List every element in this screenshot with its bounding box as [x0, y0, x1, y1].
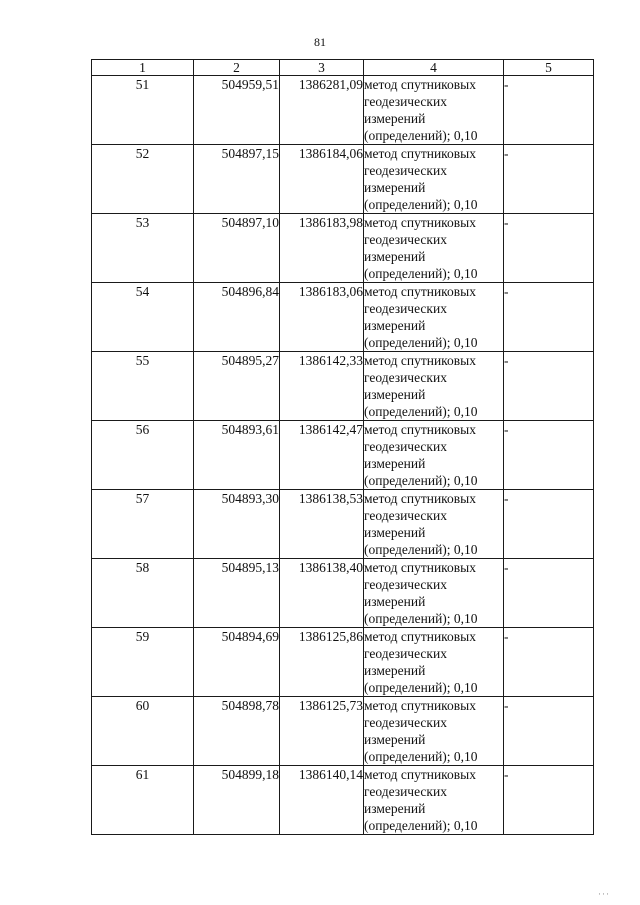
coordinate-x: 504894,69	[194, 628, 280, 697]
header-cell-1: 1	[92, 60, 194, 76]
method-accuracy: метод спутниковых геодезических измерений (определений); 0,10	[364, 490, 504, 559]
header-cell-3: 3	[280, 60, 364, 76]
note: -	[504, 352, 594, 421]
coordinate-y: 1386183,06	[280, 283, 364, 352]
coordinate-y: 1386125,86	[280, 628, 364, 697]
table-row	[92, 559, 594, 628]
coordinate-y: 1386138,40	[280, 559, 364, 628]
coordinate-x: 504896,84	[194, 283, 280, 352]
method-accuracy: метод спутниковых геодезических измерений (определений); 0,10	[364, 352, 504, 421]
point-number: 61	[92, 766, 194, 835]
note: -	[504, 559, 594, 628]
header-cell-5: 5	[504, 60, 594, 76]
method-accuracy: метод спутниковых геодезических измерений (определений); 0,10	[364, 421, 504, 490]
table-row	[92, 697, 594, 766]
method-accuracy: метод спутниковых геодезических измерений (определений); 0,10	[364, 145, 504, 214]
coordinate-y: 1386138,53	[280, 490, 364, 559]
point-number: 57	[92, 490, 194, 559]
coordinate-y: 1386184,06	[280, 145, 364, 214]
table-row	[92, 145, 594, 214]
note: -	[504, 145, 594, 214]
point-number: 56	[92, 421, 194, 490]
note: -	[504, 697, 594, 766]
table-row	[92, 283, 594, 352]
coordinates-table	[91, 59, 594, 835]
table-header	[92, 60, 594, 76]
note: -	[504, 628, 594, 697]
point-number: 51	[92, 76, 194, 145]
header-row	[92, 60, 594, 76]
table-row	[92, 214, 594, 283]
point-number: 52	[92, 145, 194, 214]
coordinate-x: 504895,27	[194, 352, 280, 421]
coordinate-x: 504898,78	[194, 697, 280, 766]
coordinate-y: 1386140,14	[280, 766, 364, 835]
point-number: 53	[92, 214, 194, 283]
coordinate-x: 504897,10	[194, 214, 280, 283]
point-number: 54	[92, 283, 194, 352]
note: -	[504, 214, 594, 283]
coordinate-x: 504895,13	[194, 559, 280, 628]
table-row	[92, 766, 594, 835]
coordinate-x: 504897,15	[194, 145, 280, 214]
coordinate-x: 504899,18	[194, 766, 280, 835]
table-row	[92, 352, 594, 421]
coordinate-x: 504893,61	[194, 421, 280, 490]
method-accuracy: метод спутниковых геодезических измерений (определений); 0,10	[364, 697, 504, 766]
coordinate-y: 1386142,47	[280, 421, 364, 490]
point-number: 55	[92, 352, 194, 421]
note: -	[504, 76, 594, 145]
method-accuracy: метод спутниковых геодезических измерений (определений); 0,10	[364, 628, 504, 697]
note: -	[504, 283, 594, 352]
coordinate-x: 504959,51	[194, 76, 280, 145]
table-row	[92, 76, 594, 145]
note: -	[504, 490, 594, 559]
note: -	[504, 766, 594, 835]
coordinate-y: 1386281,09	[280, 76, 364, 145]
coordinate-y: 1386183,98	[280, 214, 364, 283]
method-accuracy: метод спутниковых геодезических измерений (определений); 0,10	[364, 214, 504, 283]
coordinate-y: 1386125,73	[280, 697, 364, 766]
coordinate-x: 504893,30	[194, 490, 280, 559]
table-row	[92, 490, 594, 559]
method-accuracy: метод спутниковых геодезических измерений (определений); 0,10	[364, 766, 504, 835]
scan-artifact: ···	[598, 889, 610, 899]
table-body	[92, 76, 594, 835]
page-number: 81	[314, 35, 326, 49]
method-accuracy: метод спутниковых геодезических измерений (определений); 0,10	[364, 559, 504, 628]
method-accuracy: метод спутниковых геодезических измерений (определений); 0,10	[364, 283, 504, 352]
coordinate-y: 1386142,33	[280, 352, 364, 421]
point-number: 59	[92, 628, 194, 697]
header-cell-4: 4	[364, 60, 504, 76]
point-number: 58	[92, 559, 194, 628]
note: -	[504, 421, 594, 490]
point-number: 60	[92, 697, 194, 766]
table-row	[92, 421, 594, 490]
table-row	[92, 628, 594, 697]
header-cell-2: 2	[194, 60, 280, 76]
method-accuracy: метод спутниковых геодезических измерений (определений); 0,10	[364, 76, 504, 145]
